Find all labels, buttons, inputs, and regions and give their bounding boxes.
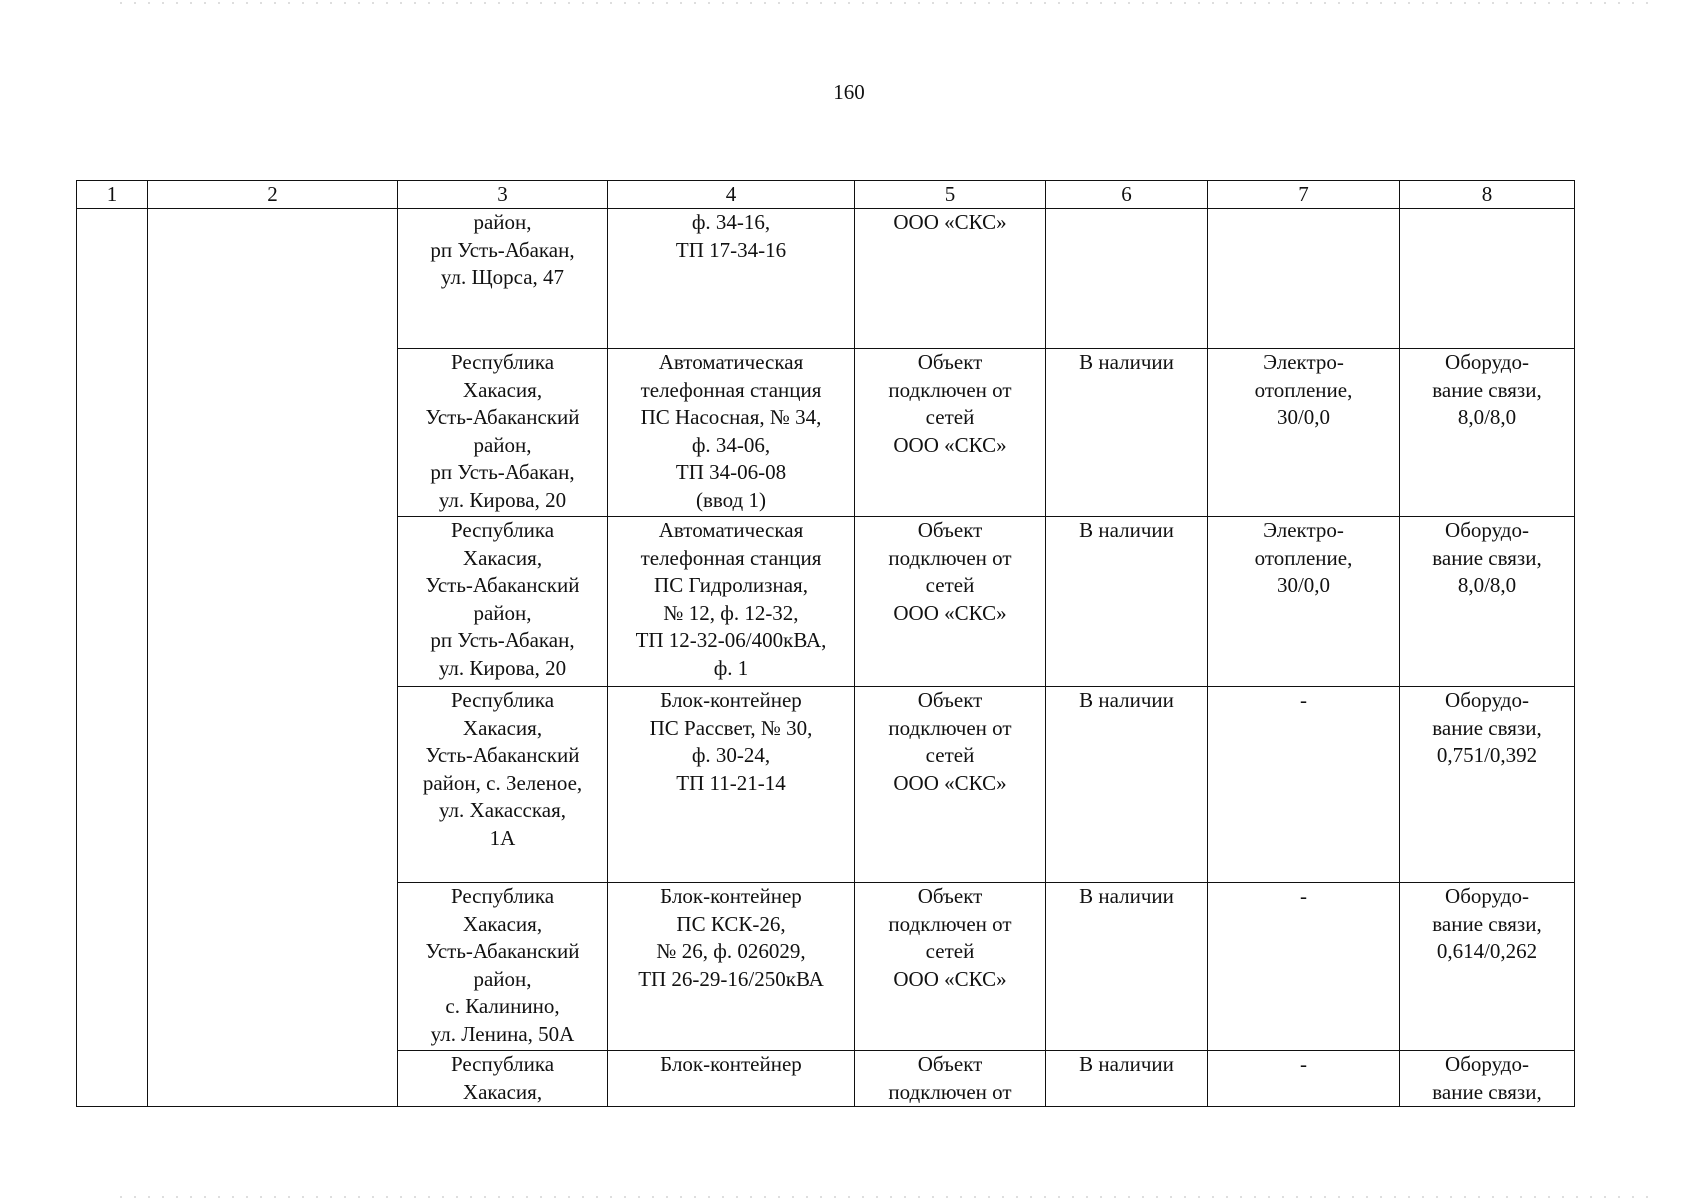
column-header: 5 [855,181,1046,209]
cell-object: Блок-контейнер ПС КСК-26, № 26, ф. 026029, ТП 26-29-16/250кВА [608,883,855,1051]
scan-noise-top [120,2,1658,4]
header-row [77,181,1575,209]
cell-object: Блок-контейнер ПС Рассвет, № 30, ф. 30-24, ТП 11-21-14 [608,687,855,883]
scan-noise-bottom [120,1196,1658,1198]
page-number: 160 [833,80,865,104]
cell-equipment [1400,209,1575,349]
cell-name-empty [148,209,398,1107]
cell-address: Республика Хакасия, [398,1051,608,1107]
cell-availability [1046,209,1208,349]
cell-number-empty [77,209,148,1107]
cell-availability: В наличии [1046,687,1208,883]
cell-heating: - [1208,687,1400,883]
cell-address: Республика Хакасия, Усть-Абаканский район, рп Усть-Абакан, ул. Кирова, 20 [398,349,608,517]
column-header: 8 [1400,181,1575,209]
table-row [77,209,1575,349]
cell-equipment: Оборудо- вание связи, 0,614/0,262 [1400,883,1575,1051]
column-header: 4 [608,181,855,209]
document-table [76,180,1575,1107]
cell-connection: ООО «СКС» [855,209,1046,349]
column-header: 3 [398,181,608,209]
cell-availability: В наличии [1046,349,1208,517]
cell-connection: Объект подключен от сетей ООО «СКС» [855,517,1046,687]
cell-connection: Объект подключен от сетей ООО «СКС» [855,349,1046,517]
cell-equipment: Оборудо- вание связи, [1400,1051,1575,1107]
cell-availability: В наличии [1046,883,1208,1051]
column-header: 1 [77,181,148,209]
cell-equipment: Оборудо- вание связи, 8,0/8,0 [1400,517,1575,687]
cell-heating: - [1208,883,1400,1051]
cell-address: Республика Хакасия, Усть-Абаканский район, с. Зеленое, ул. Хакасская, 1А [398,687,608,883]
cell-equipment: Оборудо- вание связи, 8,0/8,0 [1400,349,1575,517]
column-header: 6 [1046,181,1208,209]
cell-equipment: Оборудо- вание связи, 0,751/0,392 [1400,687,1575,883]
cell-heating: Электро- отопление, 30/0,0 [1208,349,1400,517]
cell-object: Автоматическая телефонная станция ПС Гидролизная, № 12, ф. 12-32, ТП 12-32-06/400кВА, ф. 1 [608,517,855,687]
cell-connection: Объект подключен от сетей ООО «СКС» [855,687,1046,883]
cell-object: Автоматическая телефонная станция ПС Насосная, № 34, ф. 34-06, ТП 34-06-08 (ввод 1) [608,349,855,517]
cell-address: район, рп Усть-Абакан, ул. Щорса, 47 [398,209,608,349]
column-header: 7 [1208,181,1400,209]
cell-heating: Электро- отопление, 30/0,0 [1208,517,1400,687]
cell-heating [1208,209,1400,349]
cell-address: Республика Хакасия, Усть-Абаканский район, рп Усть-Абакан, ул. Кирова, 20 [398,517,608,687]
table-header [77,181,1575,209]
cell-object: ф. 34-16, ТП 17-34-16 [608,209,855,349]
cell-connection: Объект подключен от сетей ООО «СКС» [855,883,1046,1051]
cell-connection: Объект подключен от [855,1051,1046,1107]
cell-availability: В наличии [1046,1051,1208,1107]
column-header: 2 [148,181,398,209]
cell-heating: - [1208,1051,1400,1107]
cell-address: Республика Хакасия, Усть-Абаканский район, с. Калинино, ул. Ленина, 50А [398,883,608,1051]
cell-availability: В наличии [1046,517,1208,687]
cell-object: Блок-контейнер [608,1051,855,1107]
